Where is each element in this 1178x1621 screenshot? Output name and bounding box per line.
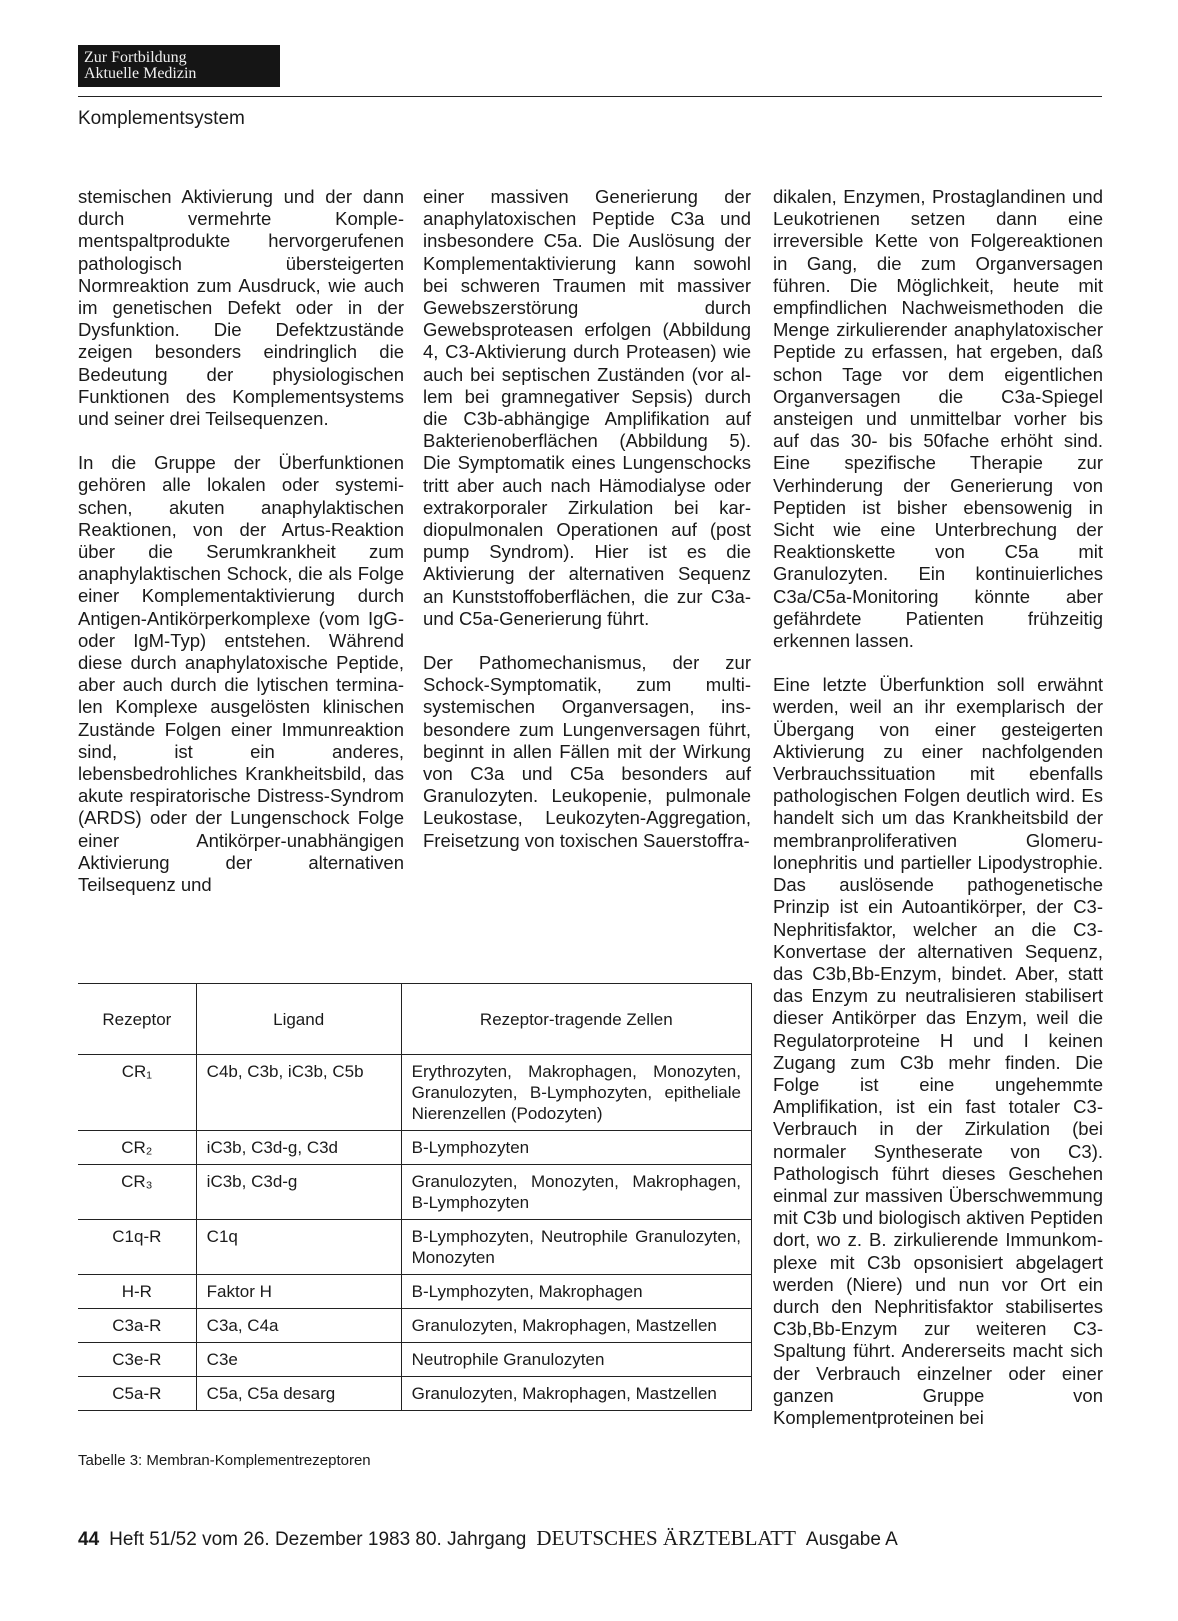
cell-ligand: C1q [196,1220,401,1275]
journal-name: DEUTSCHES ÄRZTEBLATT [536,1526,796,1550]
paragraph: stemischen Aktivierung und der dann durch vermehrte Komplementspaltprodukte hervorgerufenen pathologisch übersteigerten Normreaktion zum Ausdruck, wie auch im genetischen Defekt oder in der Dysfunktion. Die Defektzustände zeigen besonders eindringlich die Bedeutung der physiologischen Funktionen des Komplementsystems und seiner drei Teilsequenzen. [78,186,404,430]
receptor-table [78,983,752,1411]
table-row [78,1165,752,1220]
cell-rezeptor: C3a-R [78,1309,196,1343]
cell-zellen: Granulozyten, Monozyten, Makrophagen, B-Lymphozyten [401,1165,751,1220]
cell-zellen: Neutrophile Granulozyten [401,1343,751,1377]
cell-ligand: Faktor H [196,1275,401,1309]
cell-zellen: Erythrozyten, Makrophagen, Monozyten, Granulozyten, B-Lymphozyten, epitheliale Nierenzellen (Podozyten) [401,1055,751,1131]
header-rule [78,96,1102,97]
badge-line-2: Aktuelle Medizin [84,65,197,82]
section-badge [78,45,280,87]
cell-ligand: C3e [196,1343,401,1377]
edition-label: Ausgabe A [805,1529,898,1550]
cell-rezeptor: C5a-R [78,1377,196,1411]
cell-rezeptor: C1q-R [78,1220,196,1275]
column-2 [423,186,751,874]
cell-ligand: iC3b, C3d-g [196,1165,401,1220]
header-ligand: Ligand [196,984,401,1055]
page-footer [78,1526,898,1551]
cell-ligand: C3a, C4a [196,1309,401,1343]
column-3 [773,186,1103,1451]
paragraph: Eine letzte Überfunktion soll erwähnt werden, weil an ihr exemplarisch der Übergang von einer gesteigerten Aktivierung zu einer nachfolgenden Verbrauchssituation mit ebenfalls pathologischen Folgen deutlich wird. Es handelt sich um das Krankheitsbild der membranproliferativen Glomerulonephritis und partieller Lipodystrophie. Das auslösende pathogenetische Prinzip ist ein Autoantikörper, der C3-Nephritisfaktor, welcher an die C3-Konvertase der alternativen Sequenz, das C3b,Bb-Enzym, bindet. Aber, statt das Enzym zu neutralisieren stabilisert dieser Antikörper das Enzym, weil die Regulatorproteine H und I keinen Zugang zum C3b mehr finden. Die Folge ist eine ungehemmte Amplifikation, ist ein fast totaler C3-Verbrauch in der Zirkulation (bei normaler Syntheserate von C3). Pathologisch führt dieses Geschehen einmal zur massiven Überschwemmung mit C3b und biologisch aktiven Peptiden dort, wo z. B. zirkulierende Immunkomplexe mit C3b opsonisiert abgelagert werden (Niere) und nun vor Ort ein durch den Nephritisfaktor stabilisertes C3b,Bb-Enzym zur weiteren C3-Spaltung führt. Andererseits macht sich der Verbrauch einzelner oder einer ganzen Gruppe von Komplementproteinen bei [773,674,1103,1428]
cell-ligand: iC3b, C3d-g, C3d [196,1131,401,1165]
table-row [78,1377,752,1411]
cell-rezeptor: CR₁ [78,1055,196,1131]
table-row [78,1220,752,1275]
cell-ligand: C4b, C3b, iC3b, C5b [196,1055,401,1131]
cell-zellen: B-Lymphozyten, Makrophagen [401,1275,751,1309]
table-row [78,1275,752,1309]
header-rezeptor: Rezeptor [78,984,196,1055]
section-title: Komplementsystem [78,108,245,129]
table-row [78,1131,752,1165]
paragraph: dikalen, Enzymen, Prostaglandinen und Leukotrienen setzen dann eine irreversible Kette von Folgereaktionen in Gang, die zum Organversagen führen. Die Möglichkeit, heute mit empfindlichen Nachweismethoden die Menge zirkulierender anaphylatoxischer Peptide zu erfassen, hat ergeben, daß schon Tage vor dem eigentlichen Organversagen die C3a-Spiegel ansteigen und unmittelbar vorher bis auf das 30- bis 50fache erhöht sind. Eine spezifische Therapie zur Verhinderung der Generierung von Peptiden ist bisher ebensowenig in Sicht wie eine Unterbrechung der Reaktionskette von C5a mit Granulozyten. Ein kontinuierliches C3a/C5a-Monitoring könnte aber gefährdete Patienten frühzeitig erkennen lassen. [773,186,1103,652]
cell-zellen: Granulozyten, Makrophagen, Mastzellen [401,1309,751,1343]
issue-info: Heft 51/52 vom 26. Dezember 1983 80. Jahrgang [109,1529,527,1550]
cell-rezeptor: CR₂ [78,1131,196,1165]
table-row [78,1343,752,1377]
table-row [78,1055,752,1131]
cell-rezeptor: CR₃ [78,1165,196,1220]
header-zellen: Rezeptor-tragende Zellen [401,984,751,1055]
cell-rezeptor: C3e-R [78,1343,196,1377]
cell-rezeptor: H-R [78,1275,196,1309]
badge-line-1: Zur Fortbildung [84,49,187,66]
page-number: 44 [78,1529,100,1550]
cell-zellen: B-Lymphozyten, Neutrophile Granulozyten, Monozyten [401,1220,751,1275]
paragraph: Der Pathomechanismus, der zur Schock-Symptomatik, zum multisystemischen Organversagen, insbesondere zum Lungenversagen führt, beginnt in allen Fällen mit der Wirkung von C3a und C5a besonders auf Granulozyten. Leukopenie, pulmonale Leukostase, Leukozyten-Aggregation, Freisetzung von toxischen Sauerstoffra- [423,652,751,851]
table-caption: Tabelle 3: Membran-Komplementrezeptoren [78,1452,371,1469]
cell-zellen: B-Lymphozyten [401,1131,751,1165]
paragraph: einer massiven Generierung der anaphylatoxischen Peptide C3a und insbesondere C5a. Die Auslösung der Komplementaktivierung kann sowohl bei schweren Traumen mit massiver Gewebszerstörung durch Gewebsproteasen erfolgen (Abbildung 4, C3-Aktivierung durch Proteasen) wie auch bei septischen Zuständen (vor allem bei gramnegativer Sepsis) durch die C3b-abhängige Amplifikation auf Bakterienoberflächen (Abbildung 5). Die Symptomatik eines Lungenschocks tritt aber auch nach Hämodialyse oder extrakorporaler Zirkulation bei kardiopulmonalen Operationen auf (post pump Syndrom). Hier ist es die Aktivierung der alternativen Sequenz an Kunststoffoberflächen, die zur C3a- und C5a-Generierung führt. [423,186,751,629]
table-header-row [78,984,752,1055]
cell-zellen: Granulozyten, Makrophagen, Mastzellen [401,1377,751,1411]
cell-ligand: C5a, C5a desarg [196,1377,401,1411]
table-row [78,1309,752,1343]
column-1 [78,186,404,918]
paragraph: In die Gruppe der Überfunktionen gehören alle lokalen oder systemischen, akuten anaphylaktischen Reaktionen, von der Artus-Reaktion über die Serumkrankheit zum anaphylaktischen Schock, die als Folge einer Komplementaktivierung durch Antigen-Antikörperkomplexe (vom IgG- oder IgM-Typ) entstehen. Während diese durch anaphylatoxische Peptide, aber auch durch die lytischen terminalen Komplexe ausgelösten klinischen Zustände Folgen einer Immunreaktion sind, ist ein anderes, lebensbedrohliches Krankheitsbild, das akute respiratorische Distress-Syndrom (ARDS) oder der Lungenschock Folge einer Antikörper-unabhängigen Aktivierung der alternativen Teilsequenz und [78,452,404,896]
